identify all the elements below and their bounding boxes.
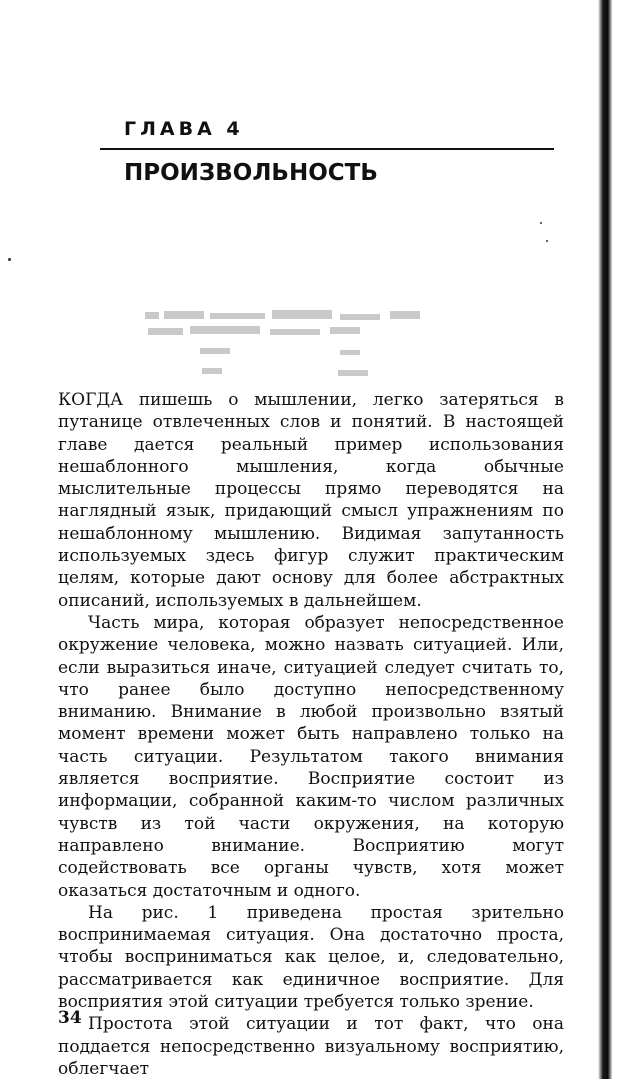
- scan-speck: [8, 258, 11, 261]
- chapter-title: ПРОИЗВОЛЬНОСТЬ: [124, 160, 378, 186]
- scan-speck: [540, 222, 542, 224]
- paragraph-3: На рис. 1 приведена простая зрительно воспринимаемая ситуация. Она достаточно проста, чтобы восприниматься как целое, и, следовательно, рассматривается как единичное восприятие. Для восприятия этой ситуации требуется только зрение.: [58, 902, 564, 1013]
- paragraph-1: КОГДА пишешь о мышлении, легко затеряться в путанице отвлеченных слов и понятий. В настоящей главе дается реальный пример использования нешаблонного мышления, когда обычные мыслительные процессы прямо переводятся на наглядный язык, придающий смысл упражнениям по нешаблонному мышлению. Видимая запутанность используемых здесь фигур служит практическим целям, которые дают основу для более абстрактных описаний, используемых в дальнейшем.: [58, 390, 564, 611]
- paragraph-2: Часть мира, которая образует непосредственное окружение человека, можно назвать ситуацией. Или, если выразиться иначе, ситуацией следует считать то, что ранее было доступно непосредственному вниманию. Внимание в любой произвольно взятый момент времени может быть направлено только на часть ситуации. Результатом такого внимания является восприятие. Восприятие состоит из информации, собранной каким-то числом различных чувств из той части окружения, на которую направлено внимание. Восприятию могут содействовать все органы чувств, хотя может оказаться достаточным и одного.: [58, 612, 564, 901]
- chapter-rule: [100, 148, 554, 150]
- page-number: 34: [58, 1008, 82, 1028]
- faded-show-through: [140, 308, 440, 398]
- scan-speck: [546, 240, 548, 242]
- paragraph-4: Простота этой ситуации и тот факт, что она поддается непосредственно визуальному восприятию, облегчает: [58, 1014, 564, 1079]
- page-edge-shadow: [598, 0, 612, 1079]
- chapter-label: ГЛАВА 4: [124, 118, 244, 140]
- body-text: [58, 389, 564, 1080]
